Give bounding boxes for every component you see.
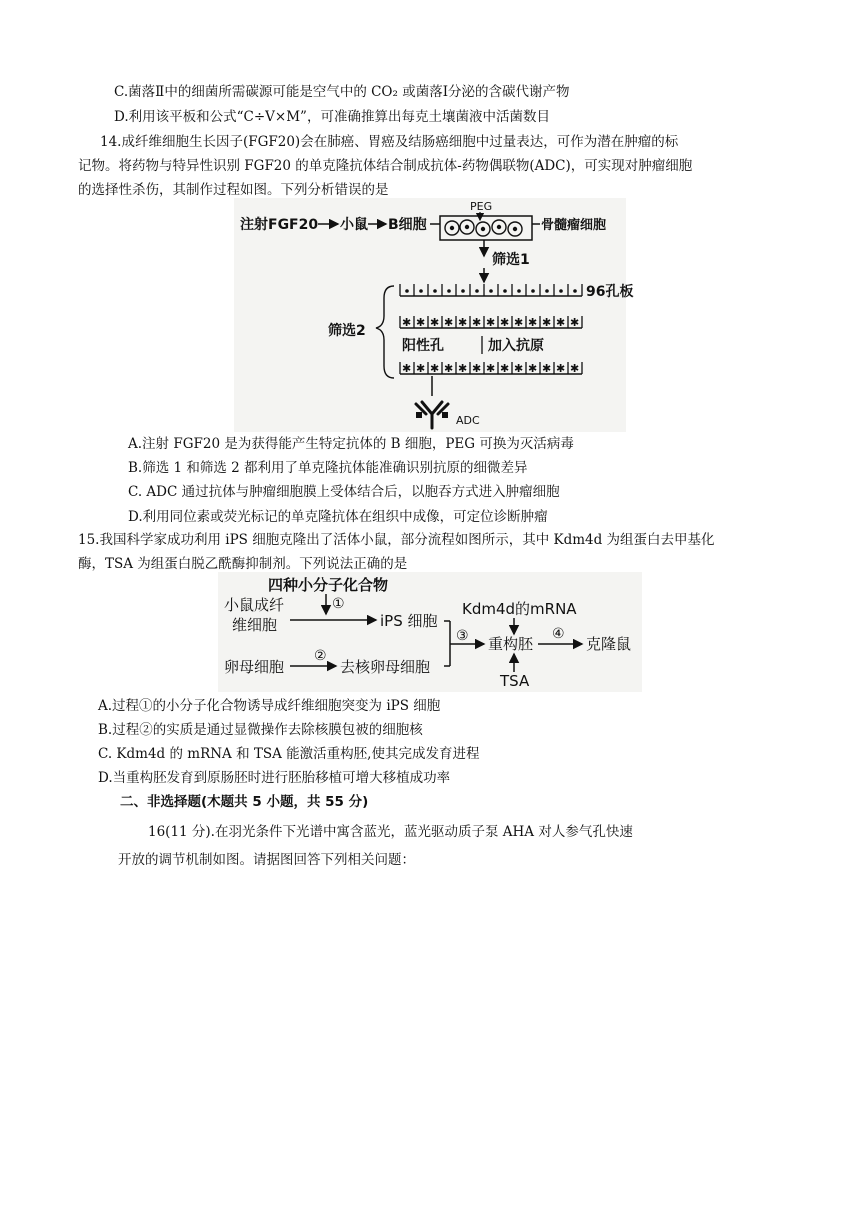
clone-mouse-label: 克隆鼠 [586, 635, 632, 653]
q14-stem-line2: 记物。将药物与特异性识别 FGF20 的单克隆抗体结合制成抗体-药物偶联物(ADC)，可实现对肿瘤细胞 [78, 158, 693, 174]
q14-stem-line3: 的选择性杀伤，其制作过程如图。下列分析错误的是 [78, 182, 389, 198]
q14-option-a: A.注射 FGF20 是为获得能产生特定抗体的 B 细胞，PEG 可换为灭活病毒 [128, 436, 574, 452]
q15-stem-line1: 15.我国科学家成功利用 iPS 细胞克隆出了活体小鼠，部分流程如图所示，其中 Kdm4d 为组蛋白去甲基化 [78, 532, 715, 548]
svg-text:✱: ✱ [444, 316, 454, 329]
mrna-label: Kdm4d的mRNA [462, 600, 577, 618]
myeloma-label: 骨髓瘤细胞 [541, 218, 607, 233]
svg-text:✱: ✱ [402, 362, 412, 375]
svg-text:✱: ✱ [570, 362, 580, 375]
oocyte-label: 卵母细胞 [224, 658, 285, 676]
svg-text:✱: ✱ [528, 316, 538, 329]
svg-text:✱: ✱ [430, 362, 440, 375]
plate-row-1 [400, 284, 582, 296]
step3-label: ③ [456, 628, 469, 644]
tsa-label: TSA [500, 672, 530, 690]
fibroblast-label-2: 维细胞 [232, 616, 278, 634]
q13-option-c: C.菌落Ⅱ中的细菌所需碳源可能是空气中的 CO₂ 或菌落Ⅰ分泌的含碳代谢产物 [114, 84, 570, 100]
svg-text:✱: ✱ [500, 316, 510, 329]
svg-text:✱: ✱ [514, 316, 524, 329]
svg-text:✱: ✱ [542, 362, 552, 375]
svg-text:✱: ✱ [430, 316, 440, 329]
q15-figure-svg [218, 572, 642, 692]
bcell-label: B细胞 [388, 217, 427, 233]
svg-text:✱: ✱ [528, 362, 538, 375]
svg-text:✱: ✱ [570, 316, 580, 329]
q14-figure [234, 198, 634, 432]
ips-label: iPS 细胞 [380, 612, 438, 630]
svg-text:✱: ✱ [486, 316, 496, 329]
svg-text:✱: ✱ [486, 362, 496, 375]
screen1-label: 筛选1 [492, 252, 530, 268]
enucleated-oocyte-label: 去核卵母细胞 [340, 658, 431, 676]
svg-text:✱: ✱ [472, 316, 482, 329]
fibroblast-label-1: 小鼠成纤 [224, 596, 285, 614]
q15-option-a: A.过程①的小分子化合物诱导成纤维细胞突变为 iPS 细胞 [98, 698, 441, 714]
step4-label: ④ [552, 626, 565, 642]
q16-stem-line1: 16(11 分).在羽光条件下光谱中寓含蓝光，蓝光驱动质子泵 AHA 对人参气孔快速 [148, 824, 633, 840]
inject-label: 注射FGF20 [240, 217, 319, 233]
svg-text:✱: ✱ [458, 316, 468, 329]
merge-bracket [444, 621, 450, 666]
add-antigen-label: 加入抗原 [488, 338, 544, 354]
svg-text:✱: ✱ [542, 316, 552, 329]
q15-option-d: D.当重构胚发育到原肠胚时进行胚胎移植可增大移植成功率 [98, 770, 451, 786]
svg-text:✱: ✱ [500, 362, 510, 375]
compounds-label: 四种小分子化合物 [268, 576, 389, 594]
q15-stem-line2: 酶，TSA 为组蛋白脱乙酰酶抑制剂。下列说法正确的是 [78, 556, 408, 572]
q14-figure-svg [234, 198, 634, 432]
q15-option-c: C. Kdm4d 的 mRNA 和 TSA 能激活重构胚,使其完成发育进程 [98, 746, 480, 762]
svg-text:✱: ✱ [444, 362, 454, 375]
plate-row-2 [400, 316, 582, 329]
q13-option-d: D.利用该平板和公式“C÷V×M”，可准确推算出每克土壤菌液中活菌数目 [114, 109, 550, 125]
q14-option-d: D.利用同位素或荧光标记的单克隆抗体在组织中成像，可定位诊断肿瘤 [128, 509, 548, 525]
svg-text:✱: ✱ [458, 362, 468, 375]
svg-text:✱: ✱ [416, 316, 426, 329]
q14-stem-line1: 14.成纤维细胞生长因子(FGF20)会在肺癌、胃癌及结肠癌细胞中过量表达，可作为潜在肿瘤的标 [100, 134, 679, 150]
step2-label: ② [314, 648, 327, 664]
adc-label: ADC [456, 414, 480, 427]
positive-well-label: 阳性孔 [402, 338, 444, 354]
step1-label: ① [332, 596, 345, 612]
q14-option-c: C. ADC 通过抗体与肿瘤细胞膜上受体结合后，以胞吞方式进入肿瘤细胞 [128, 484, 560, 500]
q14-option-b: B.筛选 1 和筛选 2 都利用了单克隆抗体能准确识别抗原的细微差异 [128, 460, 528, 476]
q15-figure [218, 572, 642, 692]
screen2-bracket [376, 286, 394, 378]
section-2-heading: 二、非选择题(木题共 5 小题，共 55 分) [120, 794, 369, 810]
peg-label: PEG [470, 200, 493, 213]
svg-text:✱: ✱ [556, 362, 566, 375]
svg-text:✱: ✱ [472, 362, 482, 375]
screen2-label: 筛选2 [328, 323, 366, 339]
plate-label: 96孔板 [586, 284, 634, 300]
mouse-label: 小鼠 [340, 217, 368, 233]
q15-option-b: B.过程②的实质是通过显微操作去除核膜包被的细胞核 [98, 722, 423, 738]
svg-text:✱: ✱ [416, 362, 426, 375]
q16-stem-line2: 开放的调节机制如图。请据图回答下列相关问题： [118, 852, 415, 868]
svg-text:✱: ✱ [514, 362, 524, 375]
embryo-label: 重构胚 [488, 635, 534, 653]
svg-text:✱: ✱ [402, 316, 412, 329]
plate-row-3 [400, 362, 582, 375]
svg-text:✱: ✱ [556, 316, 566, 329]
